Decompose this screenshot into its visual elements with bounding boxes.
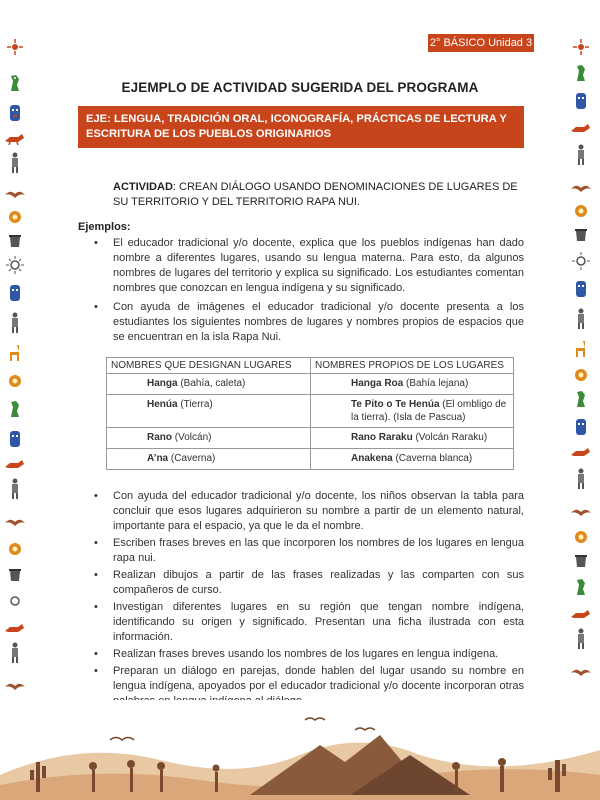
- flower-icon: [4, 370, 26, 392]
- pot-icon: [570, 550, 592, 572]
- table-header-row: [107, 358, 514, 374]
- place-name: Hanga: [147, 378, 178, 389]
- mask-icon: [4, 102, 26, 124]
- activity-text: : CREAN DIÁLOGO USANDO DENOMINACIONES DE LUGARES DE SU TERRITORIO Y DEL TERRITORIO RAPA NUI.: [113, 181, 518, 208]
- fox-icon: [570, 118, 592, 140]
- sun-icon: [4, 590, 26, 612]
- table-cell: [311, 395, 514, 428]
- condor-icon: [4, 676, 26, 698]
- pot-icon: [4, 230, 26, 252]
- place-name: Rano: [147, 432, 172, 443]
- list-item: • Realizan dibujos a partir de las frases realizadas y las comparten con sus compañeros de curso.: [92, 568, 524, 598]
- flower-icon: [4, 538, 26, 560]
- table-row: [107, 428, 514, 449]
- fox-icon: [570, 604, 592, 626]
- place-meaning: (Bahía, caleta): [177, 378, 246, 389]
- eje-text: EJE: LENGUA, TRADICIÓN ORAL, ICONOGRAFÍA, PRÁCTICAS DE LECTURA Y ESCRITURA DE LOS PUEBLOS ORIGINARIOS: [86, 113, 507, 140]
- pot-icon: [570, 224, 592, 246]
- place-name: Anakena: [351, 453, 393, 464]
- table-cell: [107, 395, 311, 428]
- table-row: [107, 395, 514, 428]
- bird-icon: [4, 72, 26, 94]
- bird-icon: [570, 388, 592, 410]
- activity-statement: [113, 180, 533, 210]
- place-meaning: (El ombligo de la tierra). (Isla de Pascua): [351, 399, 507, 423]
- place-name: A’na: [147, 453, 169, 464]
- table-cell: [311, 449, 514, 470]
- figure-icon: [4, 642, 26, 664]
- examples-list-bottom: [92, 489, 524, 728]
- place-meaning: (Caverna blanca): [392, 453, 473, 464]
- mask-icon: [570, 90, 592, 112]
- fox-icon: [4, 454, 26, 476]
- left-decoration-column: [4, 28, 28, 708]
- flower-icon: [4, 206, 26, 228]
- llama-icon: [570, 338, 592, 360]
- figure-icon: [570, 308, 592, 330]
- figure-icon: [570, 468, 592, 490]
- table-cell: [107, 428, 311, 449]
- bird-icon: [570, 62, 592, 84]
- list-item: • Preparan un diálogo en parejas, donde hablen del lugar usando su nombre en lengua indígena, apoyados por el educador tradicional y/o docente incorporan otras: [92, 664, 524, 709]
- table-row: [107, 449, 514, 470]
- table-header-cell: NOMBRES PROPIOS DE LOS LUGARES: [311, 358, 514, 374]
- fox-icon: [570, 442, 592, 464]
- footer-landscape-illustration: [0, 700, 600, 800]
- place-name: Henúa: [147, 399, 178, 410]
- mask-icon: [570, 278, 592, 300]
- page-title: EJEMPLO DE ACTIVIDAD SUGERIDA DEL PROGRAMA: [121, 80, 479, 95]
- flower-icon: [570, 364, 592, 386]
- pot-icon: [4, 564, 26, 586]
- fox-icon: [4, 128, 26, 150]
- condor-icon: [570, 178, 592, 200]
- mask-icon: [570, 416, 592, 438]
- sun-icon: [570, 250, 592, 272]
- figure-icon: [4, 312, 26, 334]
- list-item: • Escriben frases breves en las que incorporen los nombres de los lugares en lengua rapa nui.: [92, 536, 524, 566]
- condor-icon: [570, 502, 592, 524]
- right-decoration-column: [570, 28, 594, 708]
- figure-icon: [4, 478, 26, 500]
- bird-icon: [570, 576, 592, 598]
- place-meaning: (Caverna): [168, 453, 216, 464]
- place-name: Rano Raraku: [351, 432, 413, 443]
- place-meaning: (Volcán Raraku): [412, 432, 488, 443]
- table-cell: [107, 449, 311, 470]
- examples-list-top: [92, 236, 524, 349]
- sun-icon: [4, 254, 26, 276]
- place-names-table: [106, 357, 514, 470]
- place-meaning: (Tierra): [177, 399, 213, 410]
- flower-icon: [570, 200, 592, 222]
- table-cell: [107, 374, 311, 395]
- place-meaning: (Bahía lejana): [403, 378, 469, 389]
- table-cell: [311, 374, 514, 395]
- fox-icon: [4, 618, 26, 640]
- star-icon: [570, 36, 592, 58]
- flower-icon: [570, 526, 592, 548]
- table-row: [107, 374, 514, 395]
- place-name: Hanga Roa: [351, 378, 404, 389]
- grade-unit-badge: 2° BÁSICO Unidad 3: [428, 34, 534, 52]
- figure-icon: [570, 628, 592, 650]
- examples-heading: Ejemplos:: [78, 221, 131, 233]
- list-item: • Investigan diferentes lugares en su región que tengan nombre indígena, identificando su origen y significado. Presentan una ficha ilustrada con esta información.: [92, 600, 524, 645]
- table-header-cell: NOMBRES QUE DESIGNAN LUGARES: [107, 358, 311, 374]
- star-icon: [4, 36, 26, 58]
- bird-icon: [4, 398, 26, 420]
- eje-banner: [78, 106, 524, 148]
- list-item: • Con ayuda de imágenes el educador tradicional y/o docente presenta a los estudiantes los siguientes nombres de lugares y nombres propios de espacios que se encuentran en la isla Rapa Nui.: [92, 300, 524, 345]
- condor-icon: [570, 662, 592, 684]
- place-meaning: (Volcán): [172, 432, 212, 443]
- mask-icon: [4, 428, 26, 450]
- llama-icon: [4, 342, 26, 364]
- condor-icon: [4, 184, 26, 206]
- mask-icon: [4, 282, 26, 304]
- list-item: • Con ayuda del educador tradicional y/o docente, los niños observan la tabla para concluir que esos lugares adquirieron su nombre a partir de un elemento natural, importante para el espacio, ya que le da el nombre.: [92, 489, 524, 534]
- table-cell: [311, 428, 514, 449]
- list-item: • Realizan frases breves usando los nombres de los lugares en lengua indígena.: [92, 647, 524, 662]
- activity-label: ACTIVIDAD: [113, 181, 173, 193]
- figure-icon: [570, 144, 592, 166]
- place-name: Te Pito o Te Henúa: [351, 399, 440, 410]
- figure-icon: [4, 152, 26, 174]
- list-item: • El educador tradicional y/o docente, explica que los pueblos indígenas han dado nombre a diferentes lugares, usando su lengua materna. Para esto, da algunos nombres de lugares del territorio y explica su significado. Los estudiantes comentan nombres que conozcan en lengua indígena y su significado.: [92, 236, 524, 296]
- condor-icon: [4, 512, 26, 534]
